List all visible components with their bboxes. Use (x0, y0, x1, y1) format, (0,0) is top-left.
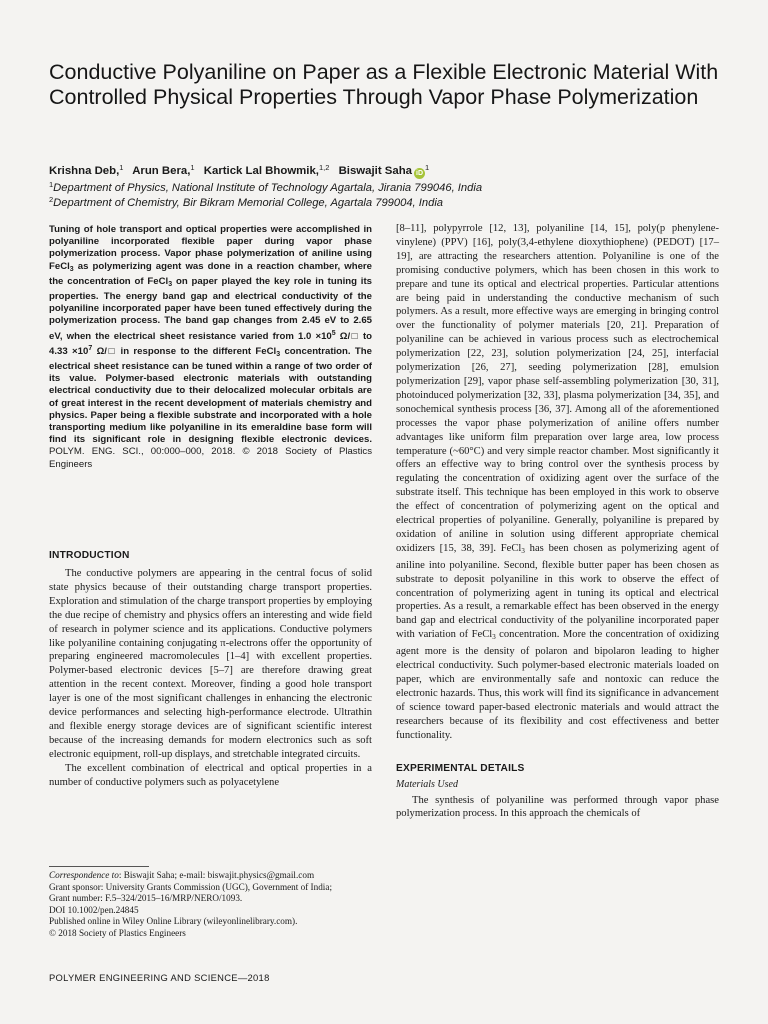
footnote-divider (49, 866, 149, 867)
paragraph: The conductive polymers are appearing in the central focus of solid state physics because of their outstanding charge transport properties. Exploration and stimulation of the charge transport properties by employing the due recipe of chemistry and physics offers an interesting and wide field of research in polymer science and its applications. Conductive polymers like polyaniline containing conjugating π-electrons offer the opportunity of preparing engineered macromolecules [1–4] with excellent properties. Polymer-based electronic devices [5–7] are therefore drawing great attention in the recent context. Moreover, finding a good hole transport layer is one of the most significant challenges in enhancing the electronic device performances and selecting high-performance electrode. Ultrathin and flexible energy storage devices are of significant scientific interest because of the increasing demands for modern electronics such as soft electronic equipment, roll-up displays, and stretchable integrated circuits. (49, 568, 372, 760)
affiliation: $^1$Department of Physics, National Institute of Technology Agartala, Jirania 799046, India (49, 180, 483, 194)
section-heading: EXPERIMENTAL DETAILS (396, 762, 525, 774)
author: Kartick Lal Bhowmik,$^{1,2}$ (203, 163, 330, 177)
orcid-icon[interactable]: iD (416, 170, 424, 177)
paragraph: [8–11], polypyrrole [12, 13], polyaniline [14, 15], poly(p phenylene-vinylene) (PPV) [16], poly(3,4-ethylene dioxythiophene) (PEDOT) [17–19], are attracting the researchers attention. Polyaniline is one of the promising conductive polymers, which has been chosen in this work to prepare and tune its optical and electrical properties. Particular attentions are being paid in understanding the conductive mechanism of such polymers. As a result, more effective ways are emerging in bringing control over the functionality of polymer materials [20, 21]. Preparation of polyaniline can be achieved in various process such as electrochemical polymerization [22, 23], solution polymerization [24, 25], interfacial polymerization [26, 27], seeding polymerization [28], emulsion polymerization [29], vapor phase self-assembling polymerization [30, 31], photoinduced polymerization [32, 33], plasma polymerization [34, 35], and sonochemical synthesis process [36, 37]. Among all of the aforementioned processes the vapor phase polymerization of aniline offers number advantages like uniform film preparation over large area, low process temperature (~60°C) and very simple reactor chamber. Most significantly it offers an effective way to bring control over the synthesis process by regulating the concentration of oxidizing agent over the surface of the substrate itself. This technique has been employed in this work to observe the effect of concentration of polymerizing agent on the optical and electrical properties of polyaniline. Generally, polyaniline is prepared by oxidation of aniline in solution using different appropriate chemical oxidizers [15, 38, 39]. FeCl$_3$ has been chosen as polymerizing agent of aniline into polyaniline. Second, flexible butter paper has been chosen as substrate to deposit polyaniline in this work to observe the effect of concentration of polymerizing agent in tuning its optical and electrical properties. As a result, a remarkable effect has been observed in the energy band gap and electrical conductivity of the polyaniline incorporated paper with variation of FeCl$_3$ concentration. More the concentration of oxidizing agent more is the density of polaron and bipolaron leading to higher electrical conductivity. Such polymer-based electronic materials loaded on paper, which are environmentally safe and nontoxic can reduce the electronic hazards. Thus, this work will find its significance in advancement of science toward paper-based electronic materials and would attract the researchers because of its flexibility and cost effectiveness and better functionality. (396, 223, 720, 741)
footnotes: Correspondence to: Biswajit Saha; e-mail: biswajit.physics@gmail.com Grant sponsor: University Grants Commission (UGC), Government of India; Grant number: F.5–324/2015–16/MRP/NERO/1093. DOI 10.1002/pen.24845 Published online in Wiley Online Library (wileyonlinelibrary.com). © 2018 Society of Plastics Engineers (49, 870, 332, 938)
author: Krishna Deb,$^1$ (49, 163, 124, 177)
section-heading: INTRODUCTION (49, 550, 130, 561)
introduction-section (49, 550, 372, 790)
journal-footer: POLYMER ENGINEERING AND SCIENCE—2018 (49, 972, 270, 983)
author: Biswajit Saha $iD^1$ (338, 163, 430, 177)
right-column (396, 222, 719, 821)
paragraph: The synthesis of polyaniline was performed through vapor phase polymerization process. In this approach the chemicals of (396, 794, 719, 820)
author-list (49, 160, 729, 179)
abstract-citation: POLYM. ENG. SCI., 00:000–000, 2018. © 2018 Society of Plastics Engineers (49, 446, 372, 470)
author: Arun Bera,$^1$ (132, 163, 195, 177)
abstract: Tuning of hole transport and optical properties were accomplished in polyaniline incorporated flexible paper during vapor phase polymerization process. Vapor phase polymerization of aniline using FeCl$_3$ as polymerizing agent was done in a reaction chamber, where the concentration of FeCl$_3$ on paper played the key role in tuning its properties. The energy band gap and electrical conductivity of the polyaniline incorporated paper have been tuned effectively during the polymerization process. The band gap changes from 2.45 eV to 2.65 eV, when the electrical sheet resistance varied from $1.0 \times 10^5$ Ω/□ to $4.33 \times 10^7$ Ω/□ in response to the different FeCl$_3$ concentration. The electrical sheet resistance can be tuned within a range of two order of its value. Polymer-based electronic materials with outstanding electrical conductivity due to their delocalized molecular orbitals are of great interest in the recent development of materials chemistry and physics. Paper being a flexible substrate and incorporated with a hole transporting medium like polyaniline in its emeraldine base form will find its significant role in designing flexible electronic devices. POLYM. ENG. SCI., 00:000–000, 2018. © 2018 Society of Plastics Engineers (49, 224, 372, 470)
subsection-heading: Materials Used (396, 778, 458, 790)
paragraph: The excellent combination of electrical and optical properties in a number of conductive polymers such as polyacetylene (49, 762, 372, 788)
paper-title: Conductive Polyaniline on Paper as a Flexible Electronic Material With Controlled Physical Properties Through Vapor Phase Polymerization (49, 60, 719, 109)
affiliation: $^2$Department of Chemistry, Bir Bikram Memorial College, Agartala 799004, India (49, 195, 444, 209)
